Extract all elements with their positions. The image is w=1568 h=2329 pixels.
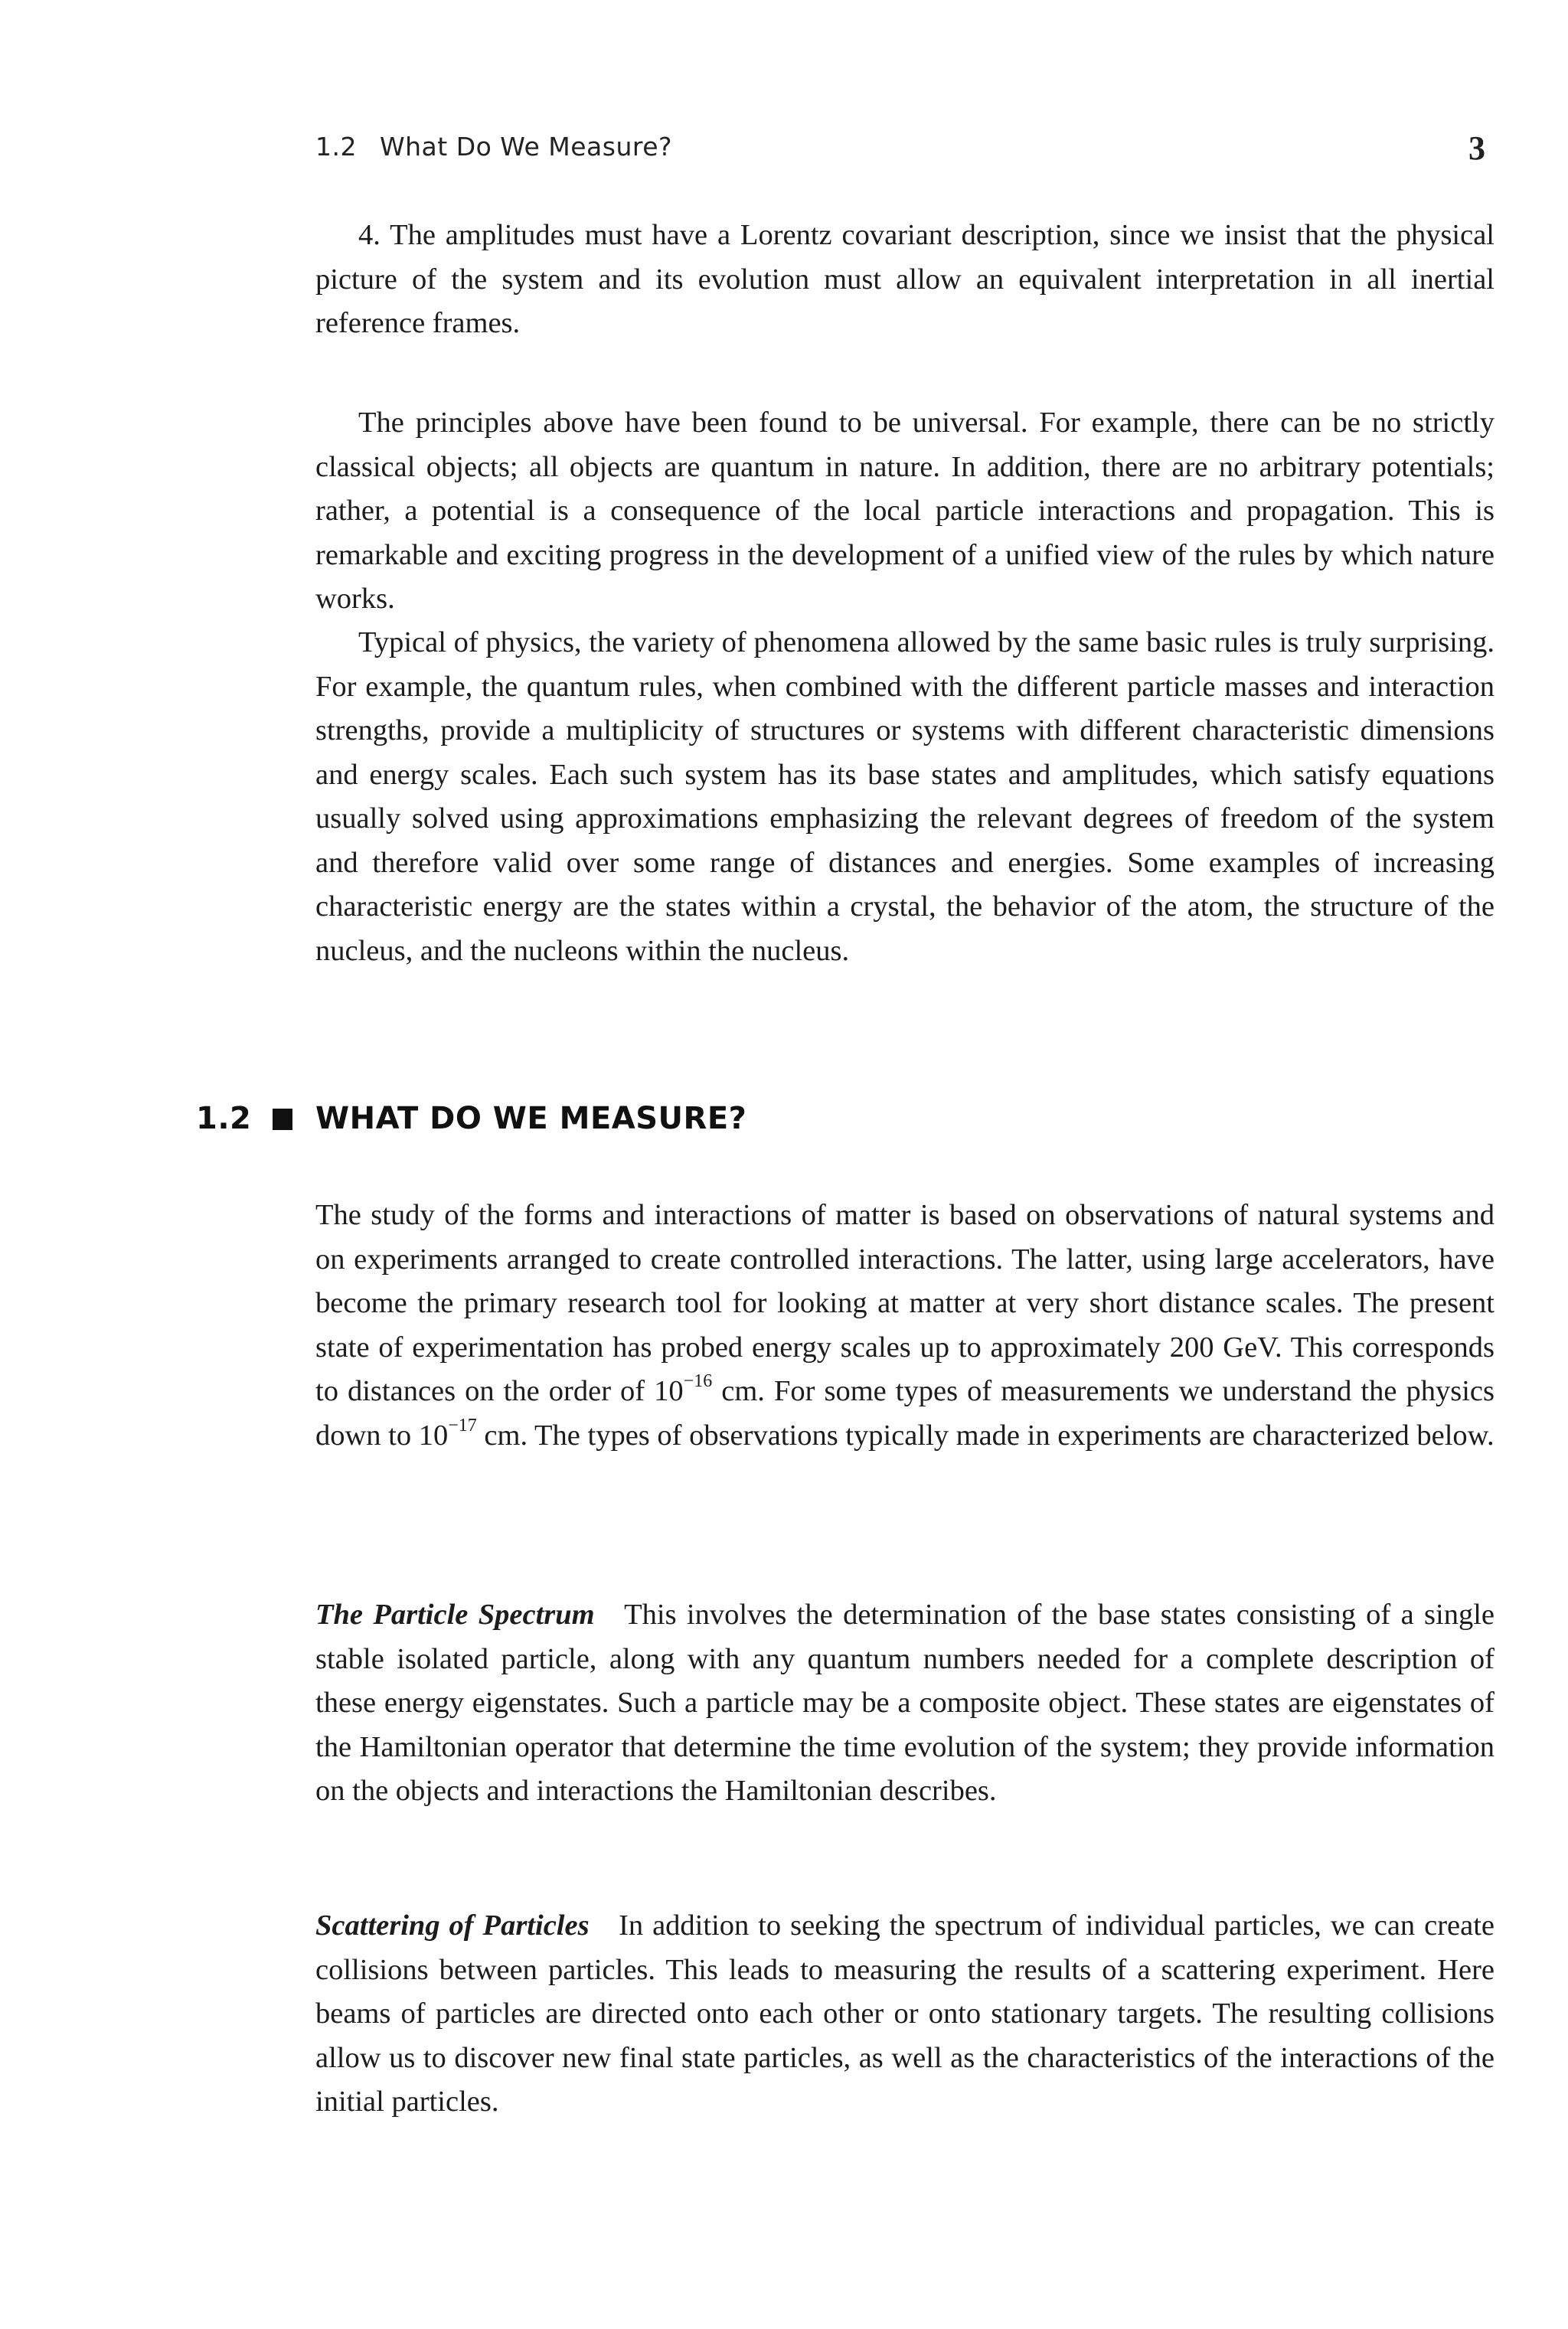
power-base-2: 10 — [418, 1419, 449, 1452]
exponent-2: −17 — [448, 1415, 477, 1436]
running-head — [315, 129, 1494, 170]
paragraph-study-of-matter — [315, 1194, 1494, 1458]
square-bullet-icon — [273, 1109, 292, 1130]
paragraph-particle-spectrum — [315, 1593, 1494, 1814]
section-number: 1.2 — [196, 1101, 252, 1136]
running-head-title: What Do We Measure? — [380, 132, 673, 162]
exponent-1: −16 — [683, 1371, 713, 1392]
run-in-heading-scattering: Scattering of Particles — [315, 1909, 590, 1942]
study-text-part-3: cm. The types of observations typically made in experiments are characterized below. — [476, 1419, 1494, 1452]
study-text-part-2: cm. For some types of measurements we understand the physics down to — [315, 1375, 1494, 1452]
run-in-gap — [595, 1599, 625, 1631]
section-title: WHAT DO WE MEASURE? — [315, 1101, 747, 1136]
power-of-ten-2 — [418, 1415, 477, 1452]
particle-spectrum-text: This involves the determination of the base states consisting of a single stable isolated particle, along with any quantum numbers needed for a complete description of these energy eigenstates. Such a particle may be a composite object. These states are eigenstates of the Hamiltonian operator that determine the time evolution of the system; they provide information on the objects and interactions the Hamiltonian describes. — [315, 1599, 1494, 1807]
study-text-part-1: The study of the forms and interactions of matter is based on observations of natural systems and on experiments arranged to create controlled interactions. The latter, using large accelerators, have become the primary research tool for looking at matter at very short distance scales. The present state of experimentation has probed energy scales up to approximately 200 GeV. This corresponds to distances on the order of — [315, 1199, 1494, 1407]
running-head-section: 1.2 — [315, 132, 357, 162]
paragraph-universal-principles: The principles above have been found to be universal. For example, there can be no strictly classical objects; all objects are quantum in nature. In addition, there are no arbitrary potentials; rather, a potential is a consequence of the local particle interactions and propagation. This is remarkable and exciting progress in the development of a unified view of the rules by which nature works. — [315, 407, 1494, 615]
paragraph-variety-of-phenomena: Typical of physics, the variety of phenomena allowed by the same basic rules is truly surprising. For example, the quantum rules, when combined with the different particle masses and interaction strengths, provide a multiplicity of structures or systems with different characteristic dimensions and energy scales. Each such system has its base states and amplitudes, which satisfy equations usually solved using approximations emphasizing the relevant degrees of freedom of the system and therefore valid over some range of distances and energies. Some examples of increasing characteristic energy are the states within a crystal, the behavior of the atom, the structure of the nucleus, and the nucleons within the nucleus. — [315, 626, 1494, 967]
run-in-heading-particle-spectrum: The Particle Spectrum — [315, 1599, 595, 1631]
scattering-text: In addition to seeking the spectrum of individual particles, we can create collisions between particles. This leads to measuring the results of a scattering experiment. Here beams of particles are directed onto each other or onto stationary targets. The resulting collisions allow us to discover new final state particles, as well as the characteristics of the interactions of the initial particles. — [315, 1909, 1494, 2118]
run-in-gap — [590, 1909, 619, 1942]
paragraph-scattering-of-particles — [315, 1904, 1494, 2125]
power-of-ten-1 — [654, 1371, 713, 1407]
page-number: 3 — [1468, 129, 1485, 167]
power-base-1: 10 — [654, 1375, 684, 1407]
list-item-4: 4. The amplitudes must have a Lorentz covariant description, since we insist that the physical picture of the system and its evolution must allow an equivalent interpretation in all inertial reference frames. — [315, 219, 1494, 339]
